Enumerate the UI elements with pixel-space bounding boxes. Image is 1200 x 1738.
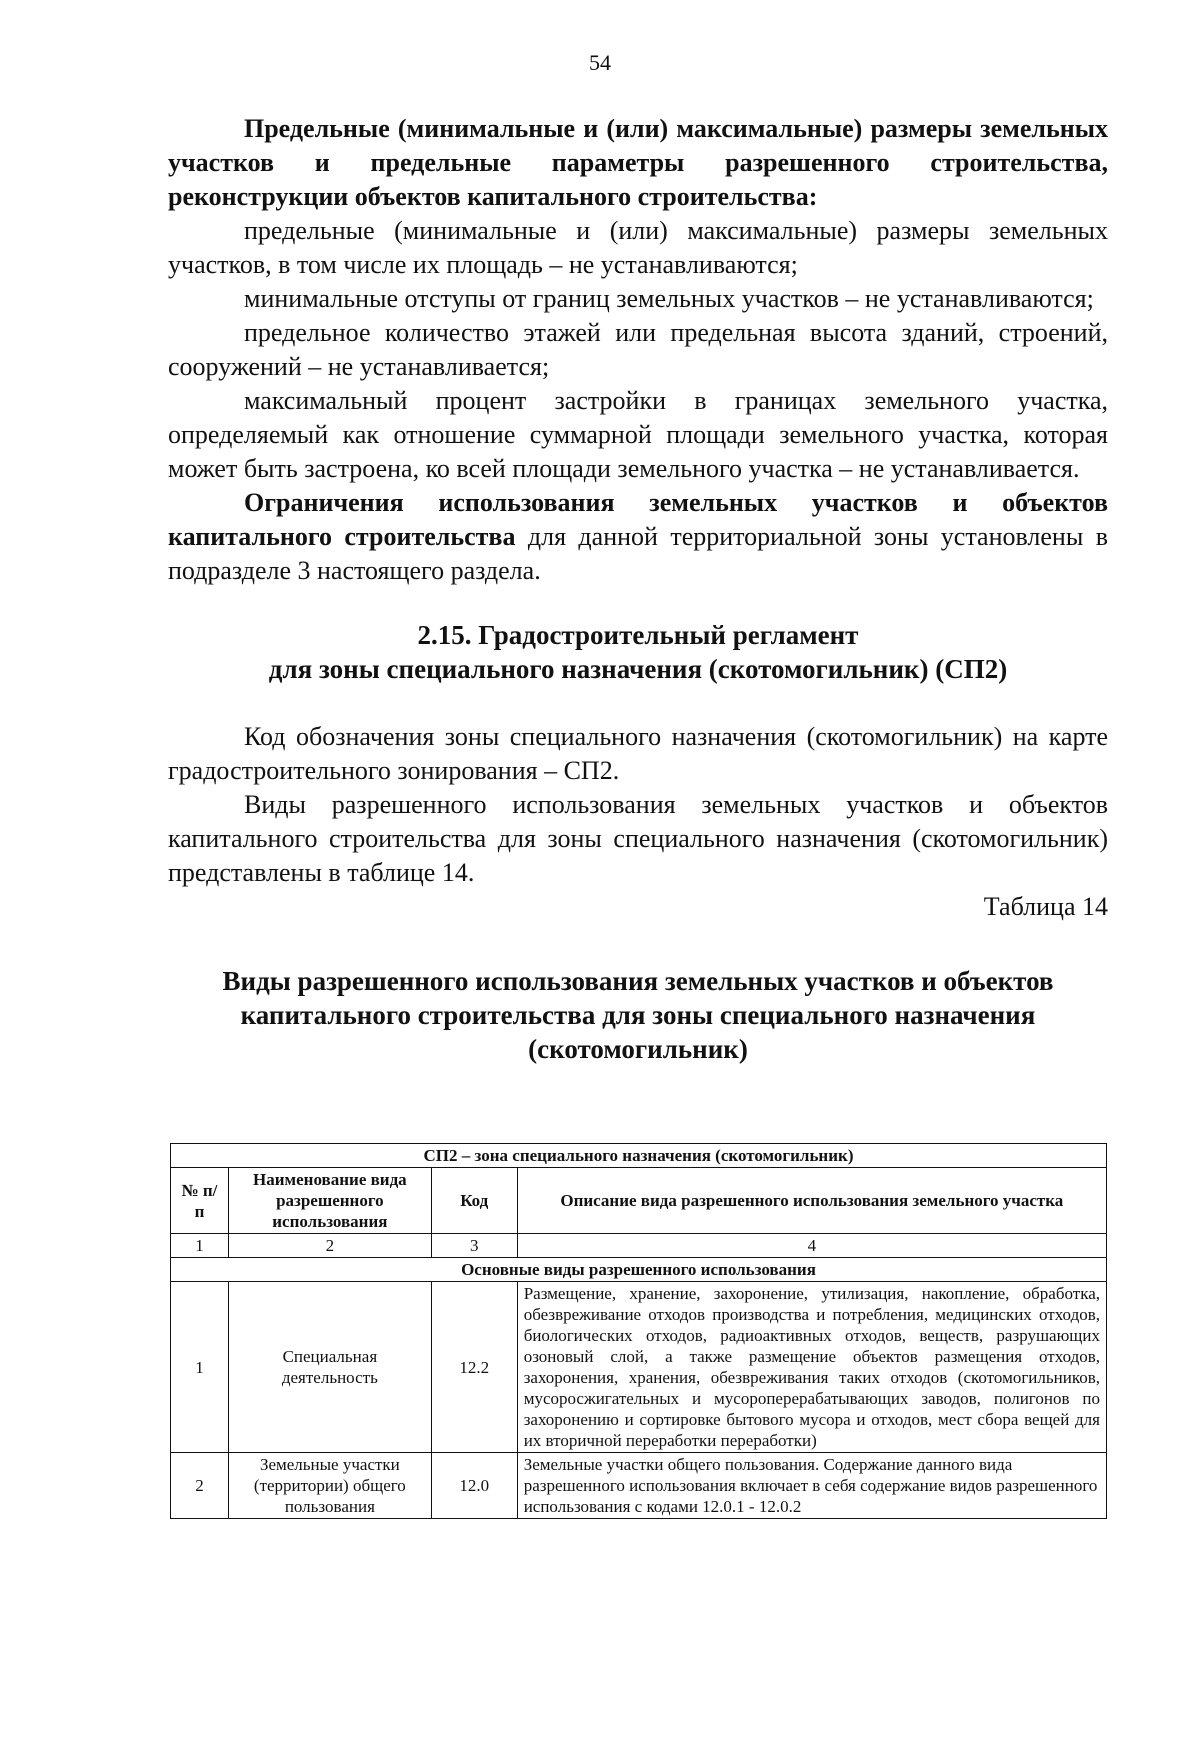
table-title: Виды разрешенного использования земельных участков и объектов капитального строительства для зоны специального назначения (скотомогильник) [222, 966, 1054, 1064]
row-name: Земельные участки (территории) общего пользования [228, 1453, 431, 1519]
zone-header-row [171, 1144, 1107, 1168]
document-body [168, 112, 1108, 1066]
col-header-name: Наименование вида разрешенного использования [228, 1168, 431, 1234]
row-num: 2 [171, 1453, 229, 1519]
main-uses-section: Основные виды разрешенного использования [171, 1258, 1107, 1282]
table-label: Таблица 14 [983, 892, 1108, 921]
page-number: 54 [589, 50, 611, 75]
table-row [171, 1453, 1107, 1519]
row-description: Земельные участки общего пользования. Содержание данного вида разрешенного использования включает в себя содержание видов разрешенного использования с кодами 12.0.1 - 12.0.2 [517, 1453, 1106, 1519]
col-number: 3 [431, 1234, 517, 1258]
col-number: 2 [228, 1234, 431, 1258]
section-heading: 2.15. Градостроительный регламент для зоны специального назначения (скотомогильник) (СП2) [268, 620, 1008, 684]
permitted-uses-table [170, 1143, 1107, 1519]
paragraph-table-ref: Виды разрешенного использования земельных участков и объектов капитального строительства для зоны специального назначения (скотомогильник) представлены в таблице 14. [168, 790, 1108, 887]
paragraph-zone-code: Код обозначения зоны специального назначения (скотомогильник) на карте градостроительного зонирования – СП2. [168, 722, 1108, 785]
table-row [171, 1282, 1107, 1453]
row-name: Специальная деятельность [228, 1282, 431, 1453]
col-header-description: Описание вида разрешенного использования земельного участка [517, 1168, 1106, 1234]
limit-params-heading: Предельные (минимальные и (или) максимальные) размеры земельных участков и предельные параметры разрешенного строительства, реконструкции объектов капитального строительства: [168, 114, 1108, 211]
section-row [171, 1258, 1107, 1282]
paragraph-setbacks: минимальные отступы от границ земельных участков – не устанавливаются; [244, 284, 1094, 313]
row-code: 12.2 [431, 1282, 517, 1453]
col-header-num: № п/п [171, 1168, 229, 1234]
row-description: Размещение, хранение, захоронение, утилизация, накопление, обработка, обезвреживание отходов производства и потребления, медицинских отходов, биологических отходов, радиоактивных отходов, веществ, разрушающих озоновый слой, а также размещение объектов размещения отходов, захоронения, хранения, обезвреживания таких отходов (скотомогильников, мусоросжигательных и мусороперерабатывающих заводов, полигонов по захоронению и сортировке бытового мусора и отходов, мест сбора вещей для их вторичной переработки переработки) [517, 1282, 1106, 1453]
column-number-row [171, 1234, 1107, 1258]
paragraph-plot-size: предельные (минимальные и (или) максимальные) размеры земельных участков, в том числе их площадь – не устанавливаются; [168, 216, 1108, 279]
col-header-code: Код [431, 1168, 517, 1234]
paragraph-coverage: максимальный процент застройки в границах земельного участка, определяемый как отношение суммарной площади земельного участка, которая может быть застроена, ко всей площади земельного участка – не устанавливается. [168, 386, 1108, 483]
row-code: 12.0 [431, 1453, 517, 1519]
column-header-row [171, 1168, 1107, 1234]
row-num: 1 [171, 1282, 229, 1453]
col-number: 1 [171, 1234, 229, 1258]
paragraph-floors: предельное количество этажей или предельная высота зданий, строений, сооружений – не устанавливается; [168, 318, 1108, 381]
col-number: 4 [517, 1234, 1106, 1258]
paragraph-restrictions: Ограничения использования земельных участков и объектов капитального строительства для данной территориальной зоны установлены в подразделе 3 настоящего раздела. [168, 488, 1108, 585]
zone-header: СП2 – зона специального назначения (скотомогильник) [171, 1144, 1107, 1168]
